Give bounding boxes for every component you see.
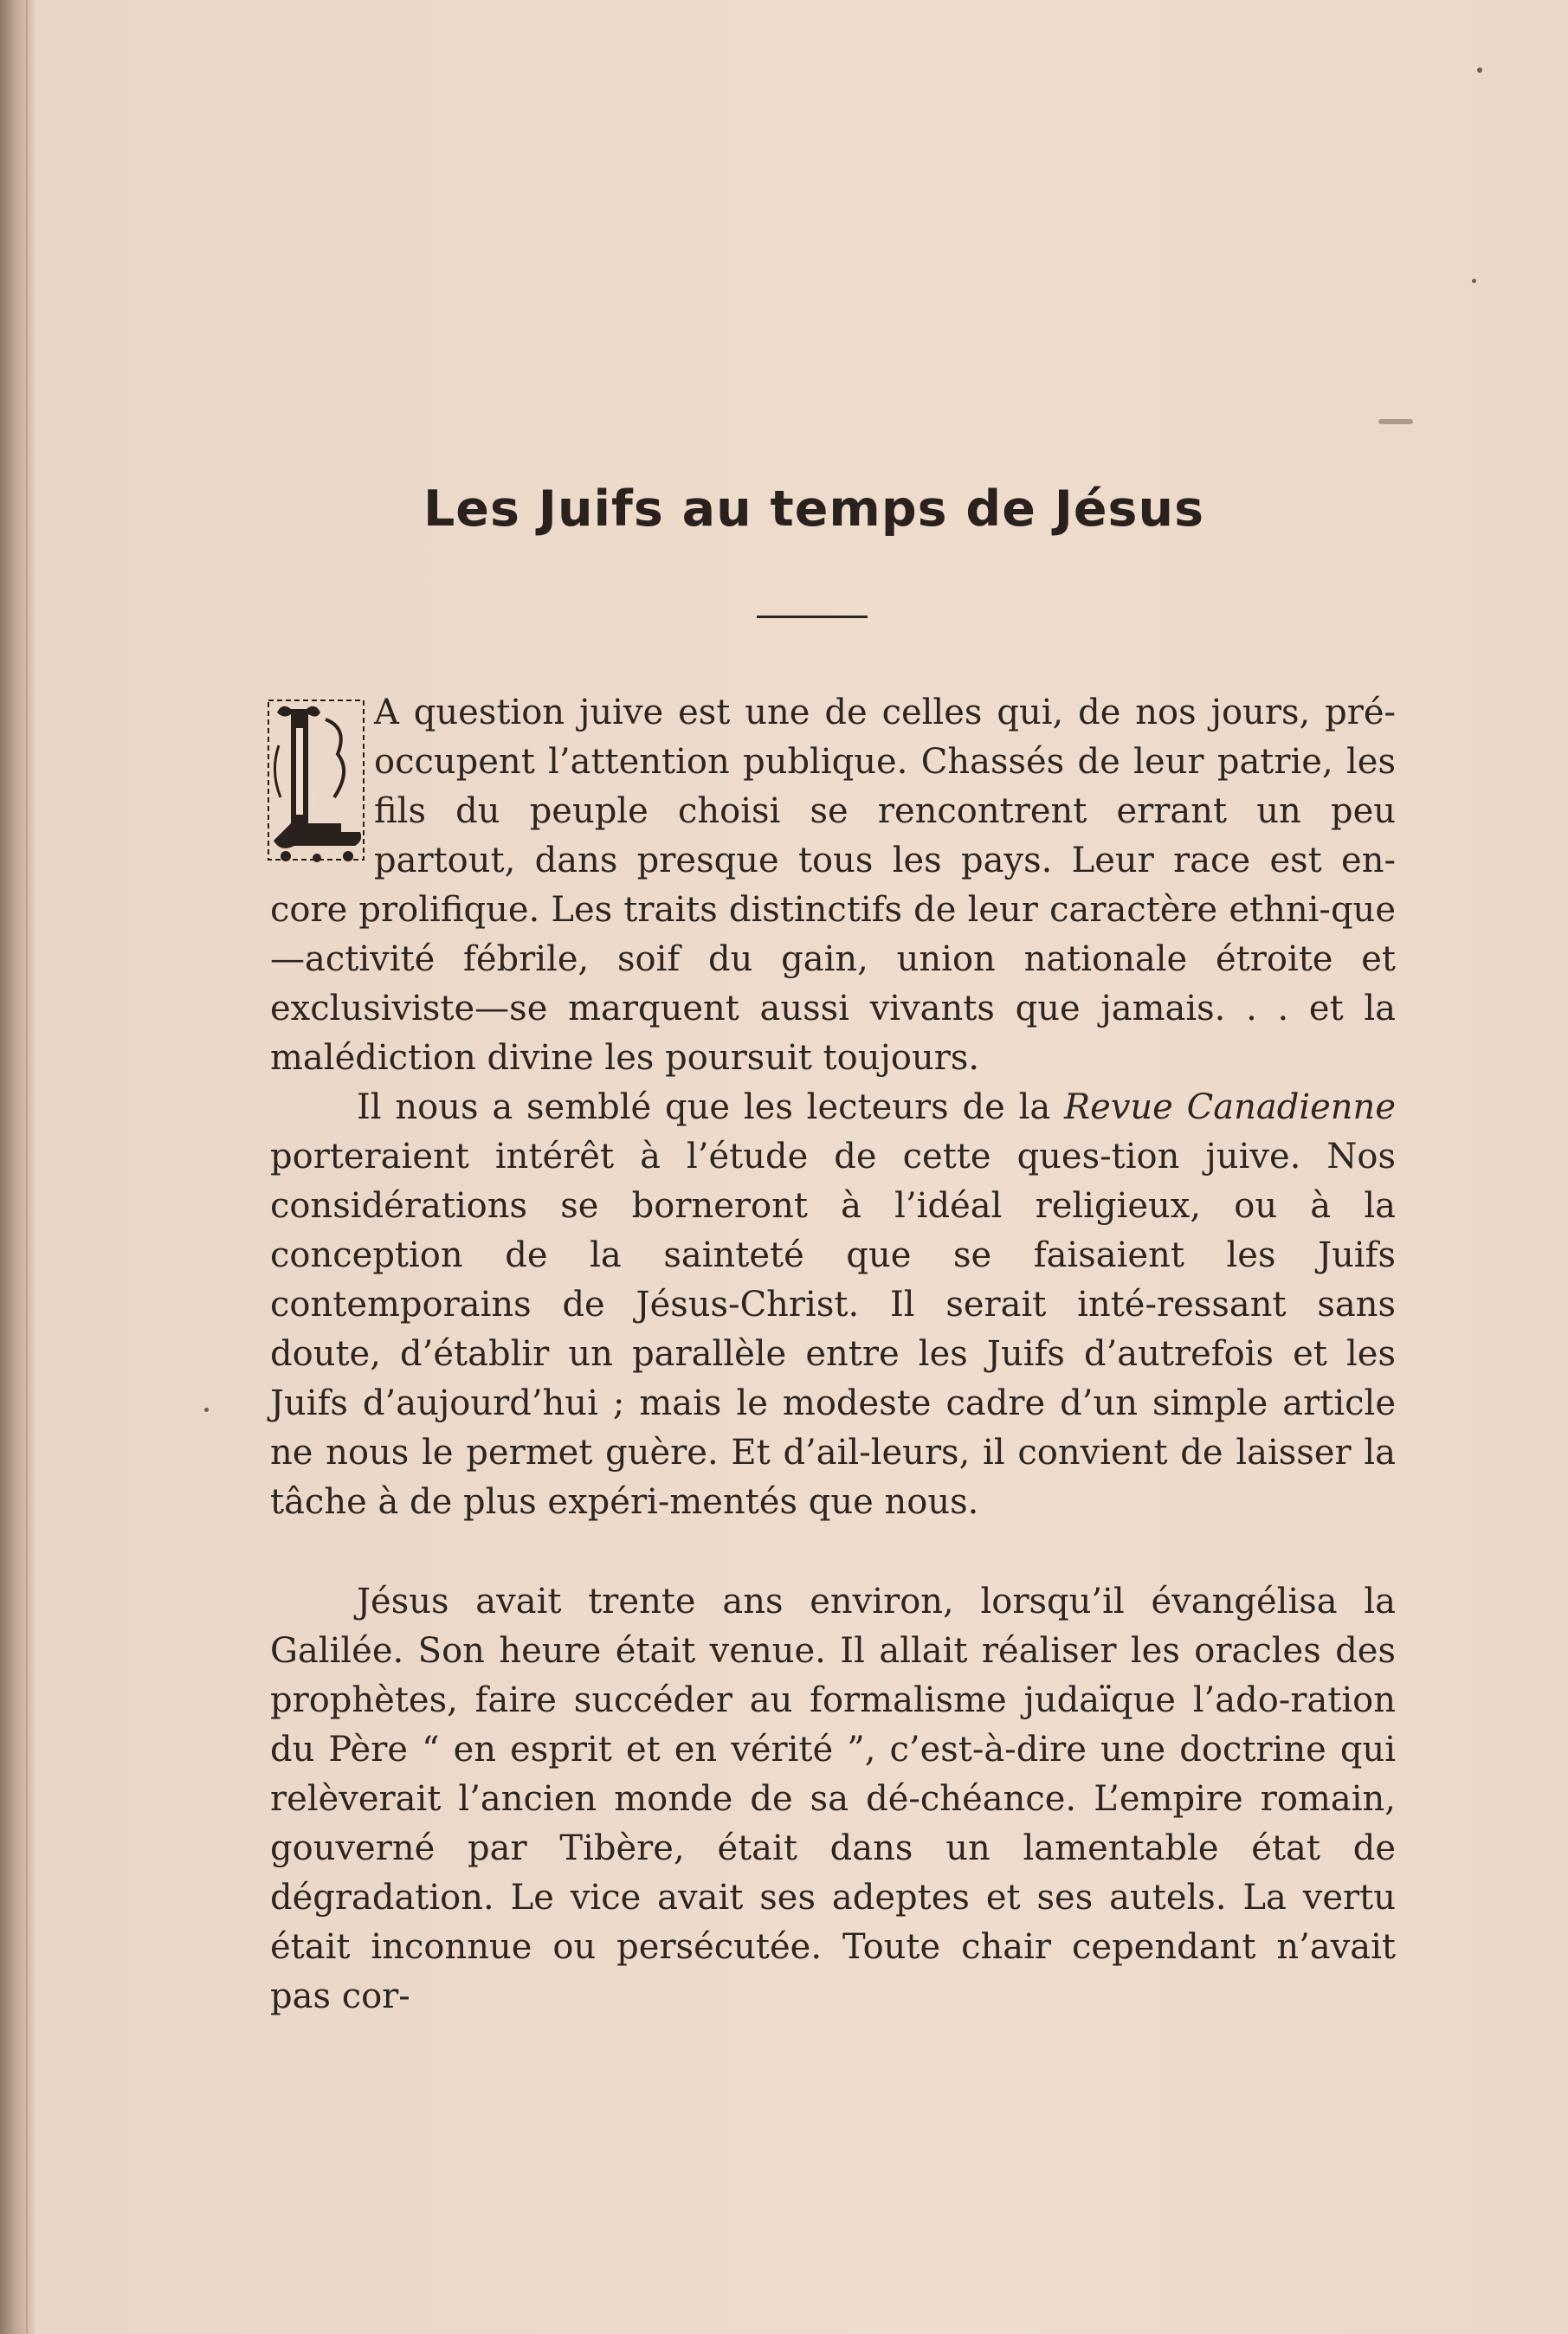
paper-speck — [1472, 279, 1476, 283]
paragraph-3 — [270, 1577, 1396, 2021]
ornamental-dropcap-icon — [265, 693, 367, 867]
paragraph-1-text: A question juive est une de celles qui, de nos jours, pré-occupent l’attention publique. Chassés de leur patrie, les fils du peuple choisi se rencontrent errant un peu partout, dans presque tous les pays. Leur race est en-core prolifique. Les traits distinctifs de leur caractère ethni-que—activité fébrile, soif du gain, union nationale étroite et exclusiviste—se marquent aussi vivants que jamais. . . et la malédiction divine les poursuit toujours. — [270, 693, 1396, 1078]
paragraph-2-rest: porteraient intérêt à l’étude de cette ques-tion juive. Nos considérations se borneront à l’idéal religieux, ou à la conception de la sainteté que se faisaient les Juifs contemporains de Jésus-Christ. Il serait inté-ressant sans doute, d’établir un parallèle entre les Juifs d’autrefois et les Juifs d’aujourd’hui ; mais le modeste cadre d’un simple article ne nous le permet guère. Et d’ail-leurs, il convient de laisser la tâche à de plus expéri-mentés que nous. — [270, 1137, 1396, 1522]
paragraph-2-lead: Il nous a semblé que les lecteurs de la — [357, 1087, 1065, 1127]
journal-name: Revue Canadienne — [1064, 1087, 1396, 1127]
paper-speck — [204, 1408, 209, 1412]
paper-speck — [1378, 419, 1413, 424]
svg-text:L: L — [310, 790, 322, 810]
book-gutter — [0, 0, 35, 2334]
title-rule — [757, 616, 868, 618]
article-body — [270, 688, 1396, 2021]
article-title: Les Juifs au temps de Jésus — [423, 480, 1204, 538]
paper-speck — [1477, 68, 1482, 73]
paragraph-3-text: Jésus avait trente ans environ, lorsqu’il évangélisa la Galilée. Son heure était venue. Il allait réaliser les oracles des prophètes, faire succéder au formalisme judaïque l’ado-ration du Père “ en esprit et en vérité ”, c’est-à-dire une doctrine qui relèverait l’ancien monde de sa dé-chéance. L’empire romain, gouverné par Tibère, était dans un lamentable état de dégradation. Le vice avait ses adeptes et ses autels. La vertu était inconnue ou persécutée. Toute chair cependant n’avait pas cor- — [270, 1582, 1396, 2016]
paragraph-2 — [270, 1083, 1396, 1527]
paragraph-1 — [270, 688, 1396, 1083]
paragraph-gap — [270, 1527, 1396, 1577]
spine-shadow — [26, 0, 28, 2334]
